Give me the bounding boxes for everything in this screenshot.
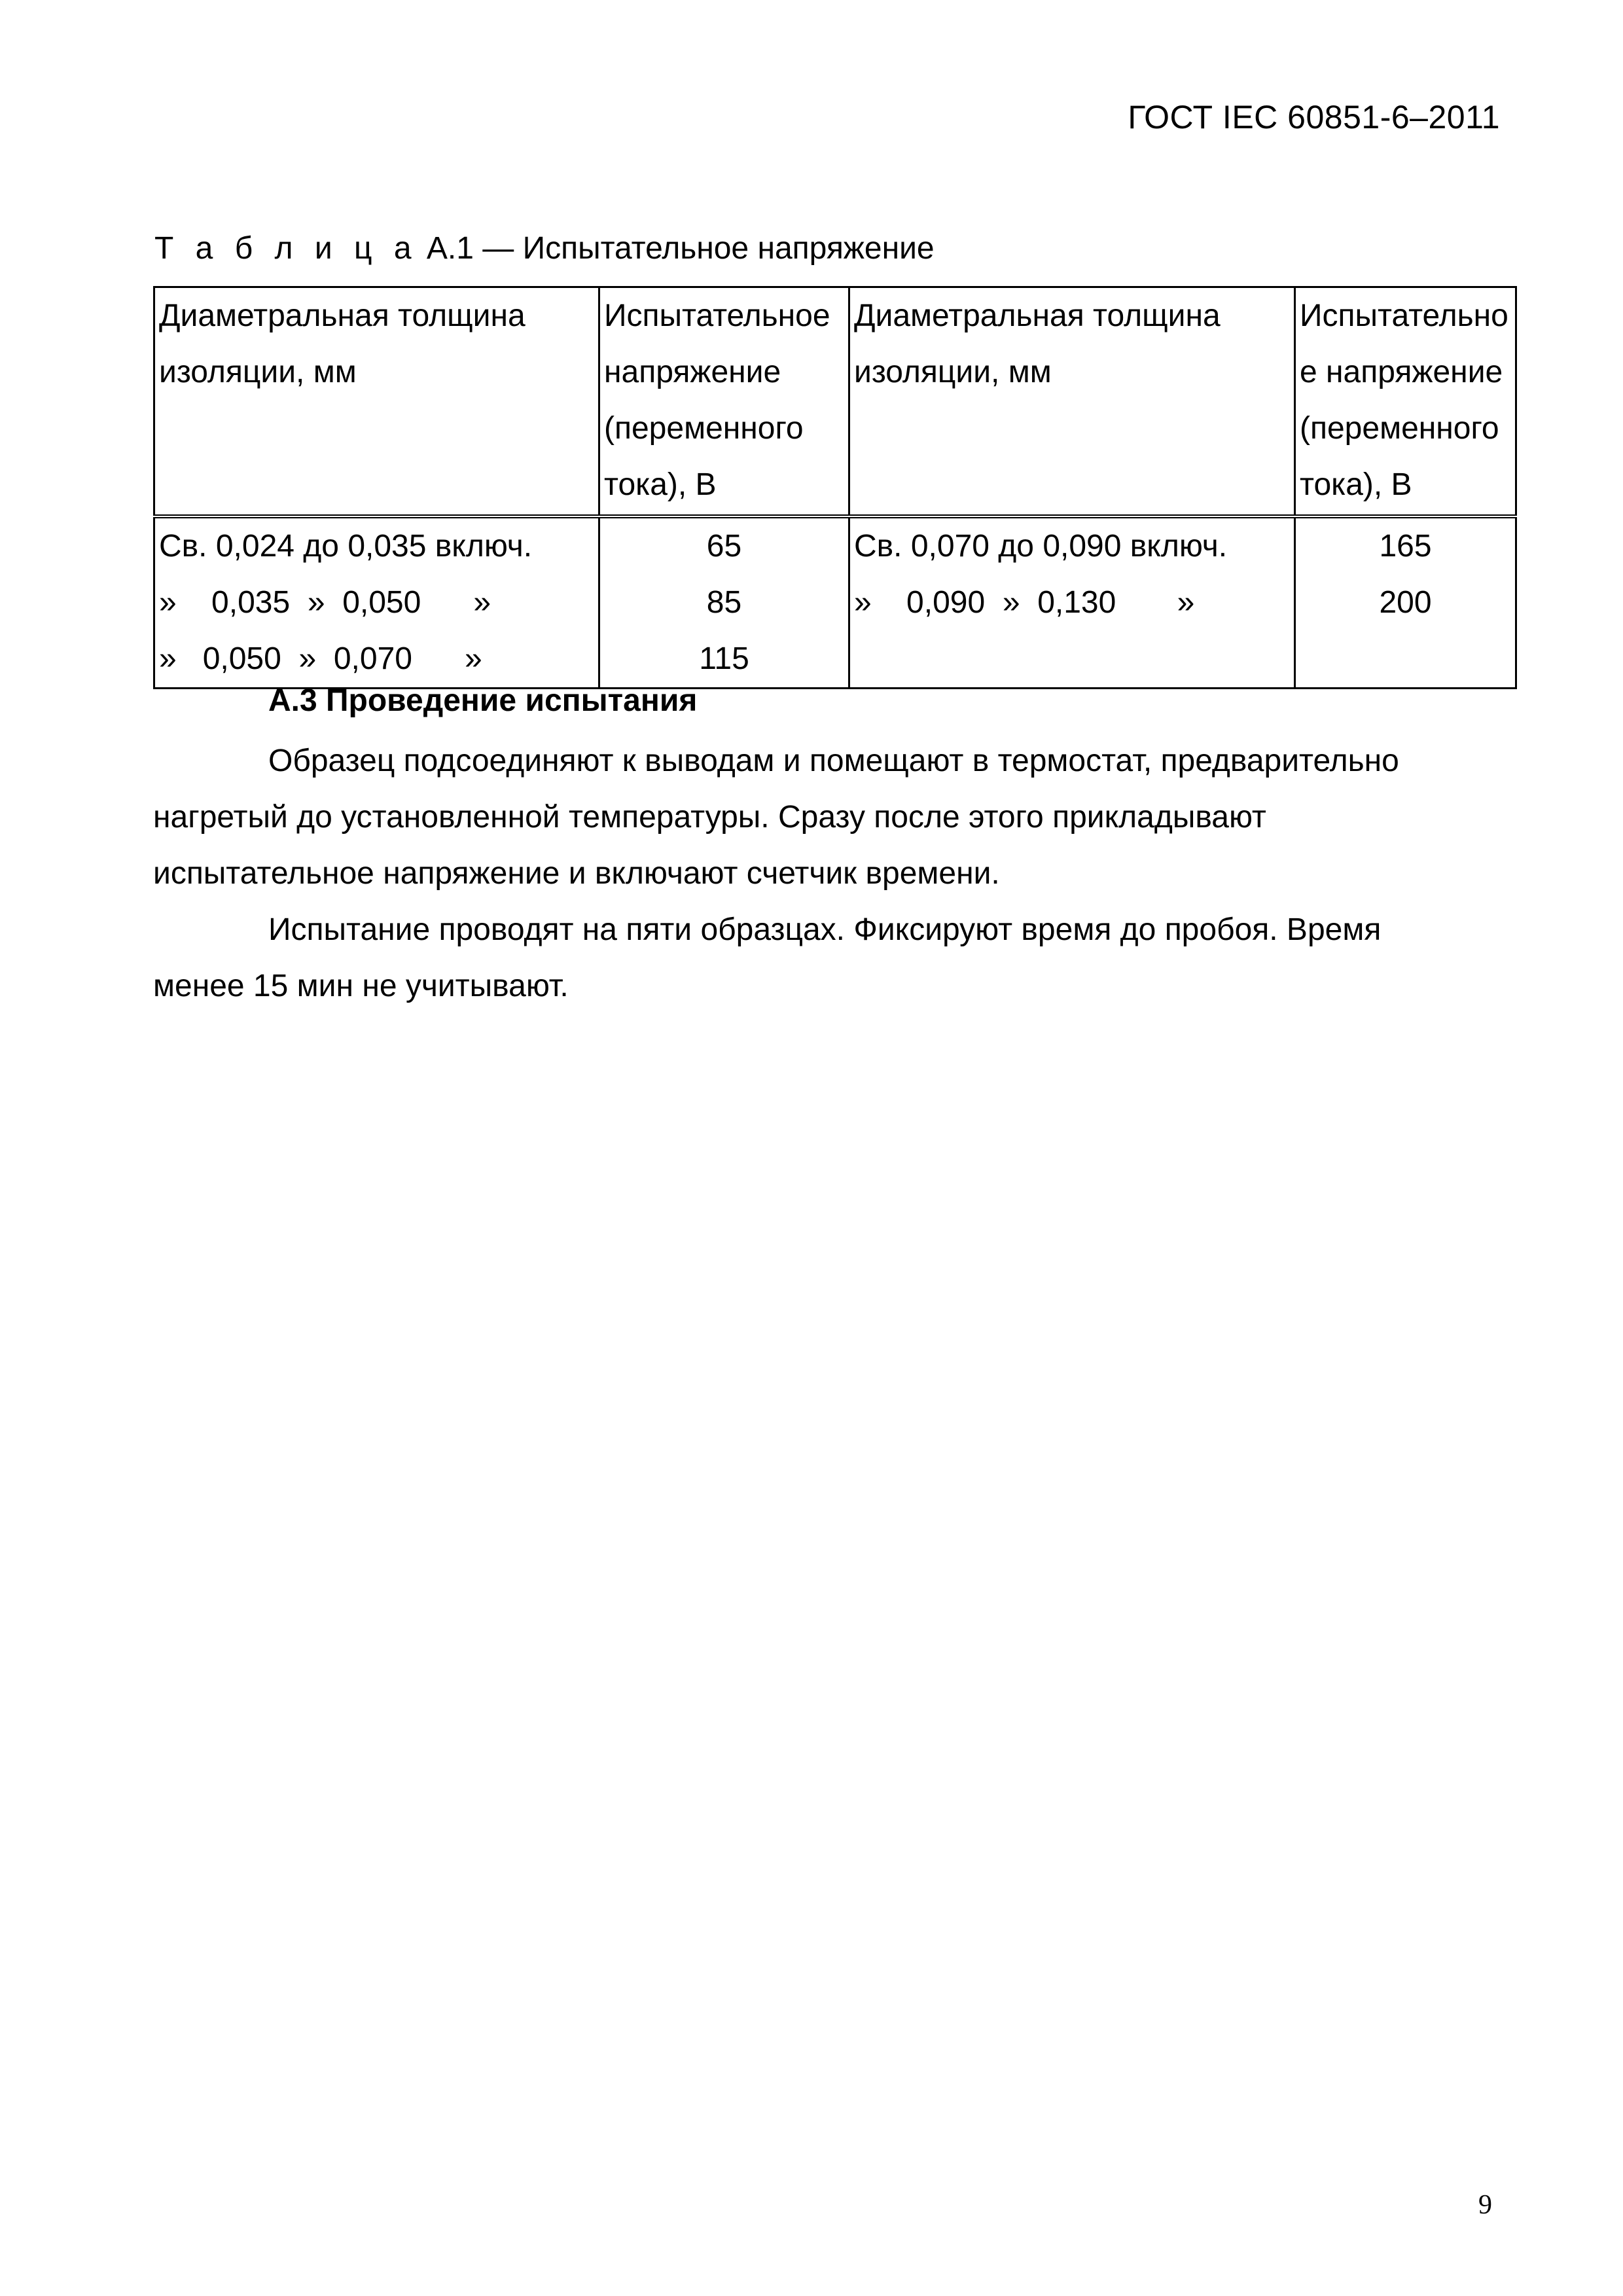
header-text: (переменного	[1300, 411, 1499, 446]
voltage-cell: 115	[699, 641, 749, 676]
header-text: Диаметральная	[159, 298, 389, 333]
header-text: толщина изоляции, мм	[159, 298, 526, 389]
thickness-ranges-left	[154, 516, 599, 689]
voltage-cell: 200	[1379, 585, 1432, 620]
header-text: тока), В	[604, 467, 717, 502]
table-row	[154, 516, 1516, 689]
table-header-row	[154, 287, 1516, 517]
section-heading: А.3 Проведение испытания	[268, 683, 698, 718]
header-voltage-right	[1295, 287, 1516, 517]
paragraph-first-line: Испытание проводят на пяти образцах. Фиксируют время до пробоя. Время	[268, 912, 1382, 947]
range-cell: Св. 0,024 до 0,035 включ.	[159, 529, 533, 564]
paragraph-samples	[153, 902, 1469, 1014]
range-cell: » 0,090 » 0,130 »	[854, 585, 1195, 620]
header-voltage-left	[599, 287, 849, 517]
test-voltage-table	[153, 286, 1517, 689]
thickness-ranges-right	[849, 516, 1295, 689]
header-text: тока), В	[1300, 467, 1412, 502]
table-caption	[154, 230, 935, 266]
voltage-cell: 165	[1379, 529, 1432, 564]
header-text: (переменного	[604, 411, 804, 446]
document-code: ГОСТ IEC 60851-6–2011	[1128, 99, 1500, 135]
header-text: Испытательно	[1300, 298, 1508, 333]
paragraph-procedure	[153, 733, 1469, 902]
range-cell: Св. 0,070 до 0,090 включ.	[854, 529, 1228, 564]
paragraph-first-line: Образец подсоединяют к выводам и помещают в термостат, предварительно	[268, 744, 1399, 778]
range-cell: » 0,035 » 0,050 »	[159, 585, 491, 620]
voltages-left	[599, 516, 849, 689]
header-text: напряжение	[604, 355, 781, 389]
paragraph-continuation: менее 15 мин не учитывают.	[153, 969, 569, 1003]
header-thickness-left	[154, 287, 599, 517]
table-caption-prefix: Т а б л и ц а	[154, 231, 418, 266]
header-text: е напряжение	[1300, 355, 1503, 389]
paragraph-continuation: нагретый до установленной температуры. Сразу после этого прикладывают испытательное напряжение и включают счетчик времени.	[153, 800, 1266, 891]
range-cell: » 0,050 » 0,070 »	[159, 641, 482, 676]
header-text: Диаметральная толщина	[854, 298, 1221, 333]
header-thickness-right	[849, 287, 1295, 517]
header-text: Испытательное	[604, 298, 830, 333]
header-text: изоляции, мм	[854, 355, 1052, 389]
table-caption-title: А.1 — Испытательное напряжение	[418, 231, 935, 266]
page-number: 9	[1478, 2190, 1492, 2220]
voltage-cell: 85	[706, 585, 742, 620]
voltages-right	[1295, 516, 1516, 689]
voltage-cell: 65	[706, 529, 742, 564]
